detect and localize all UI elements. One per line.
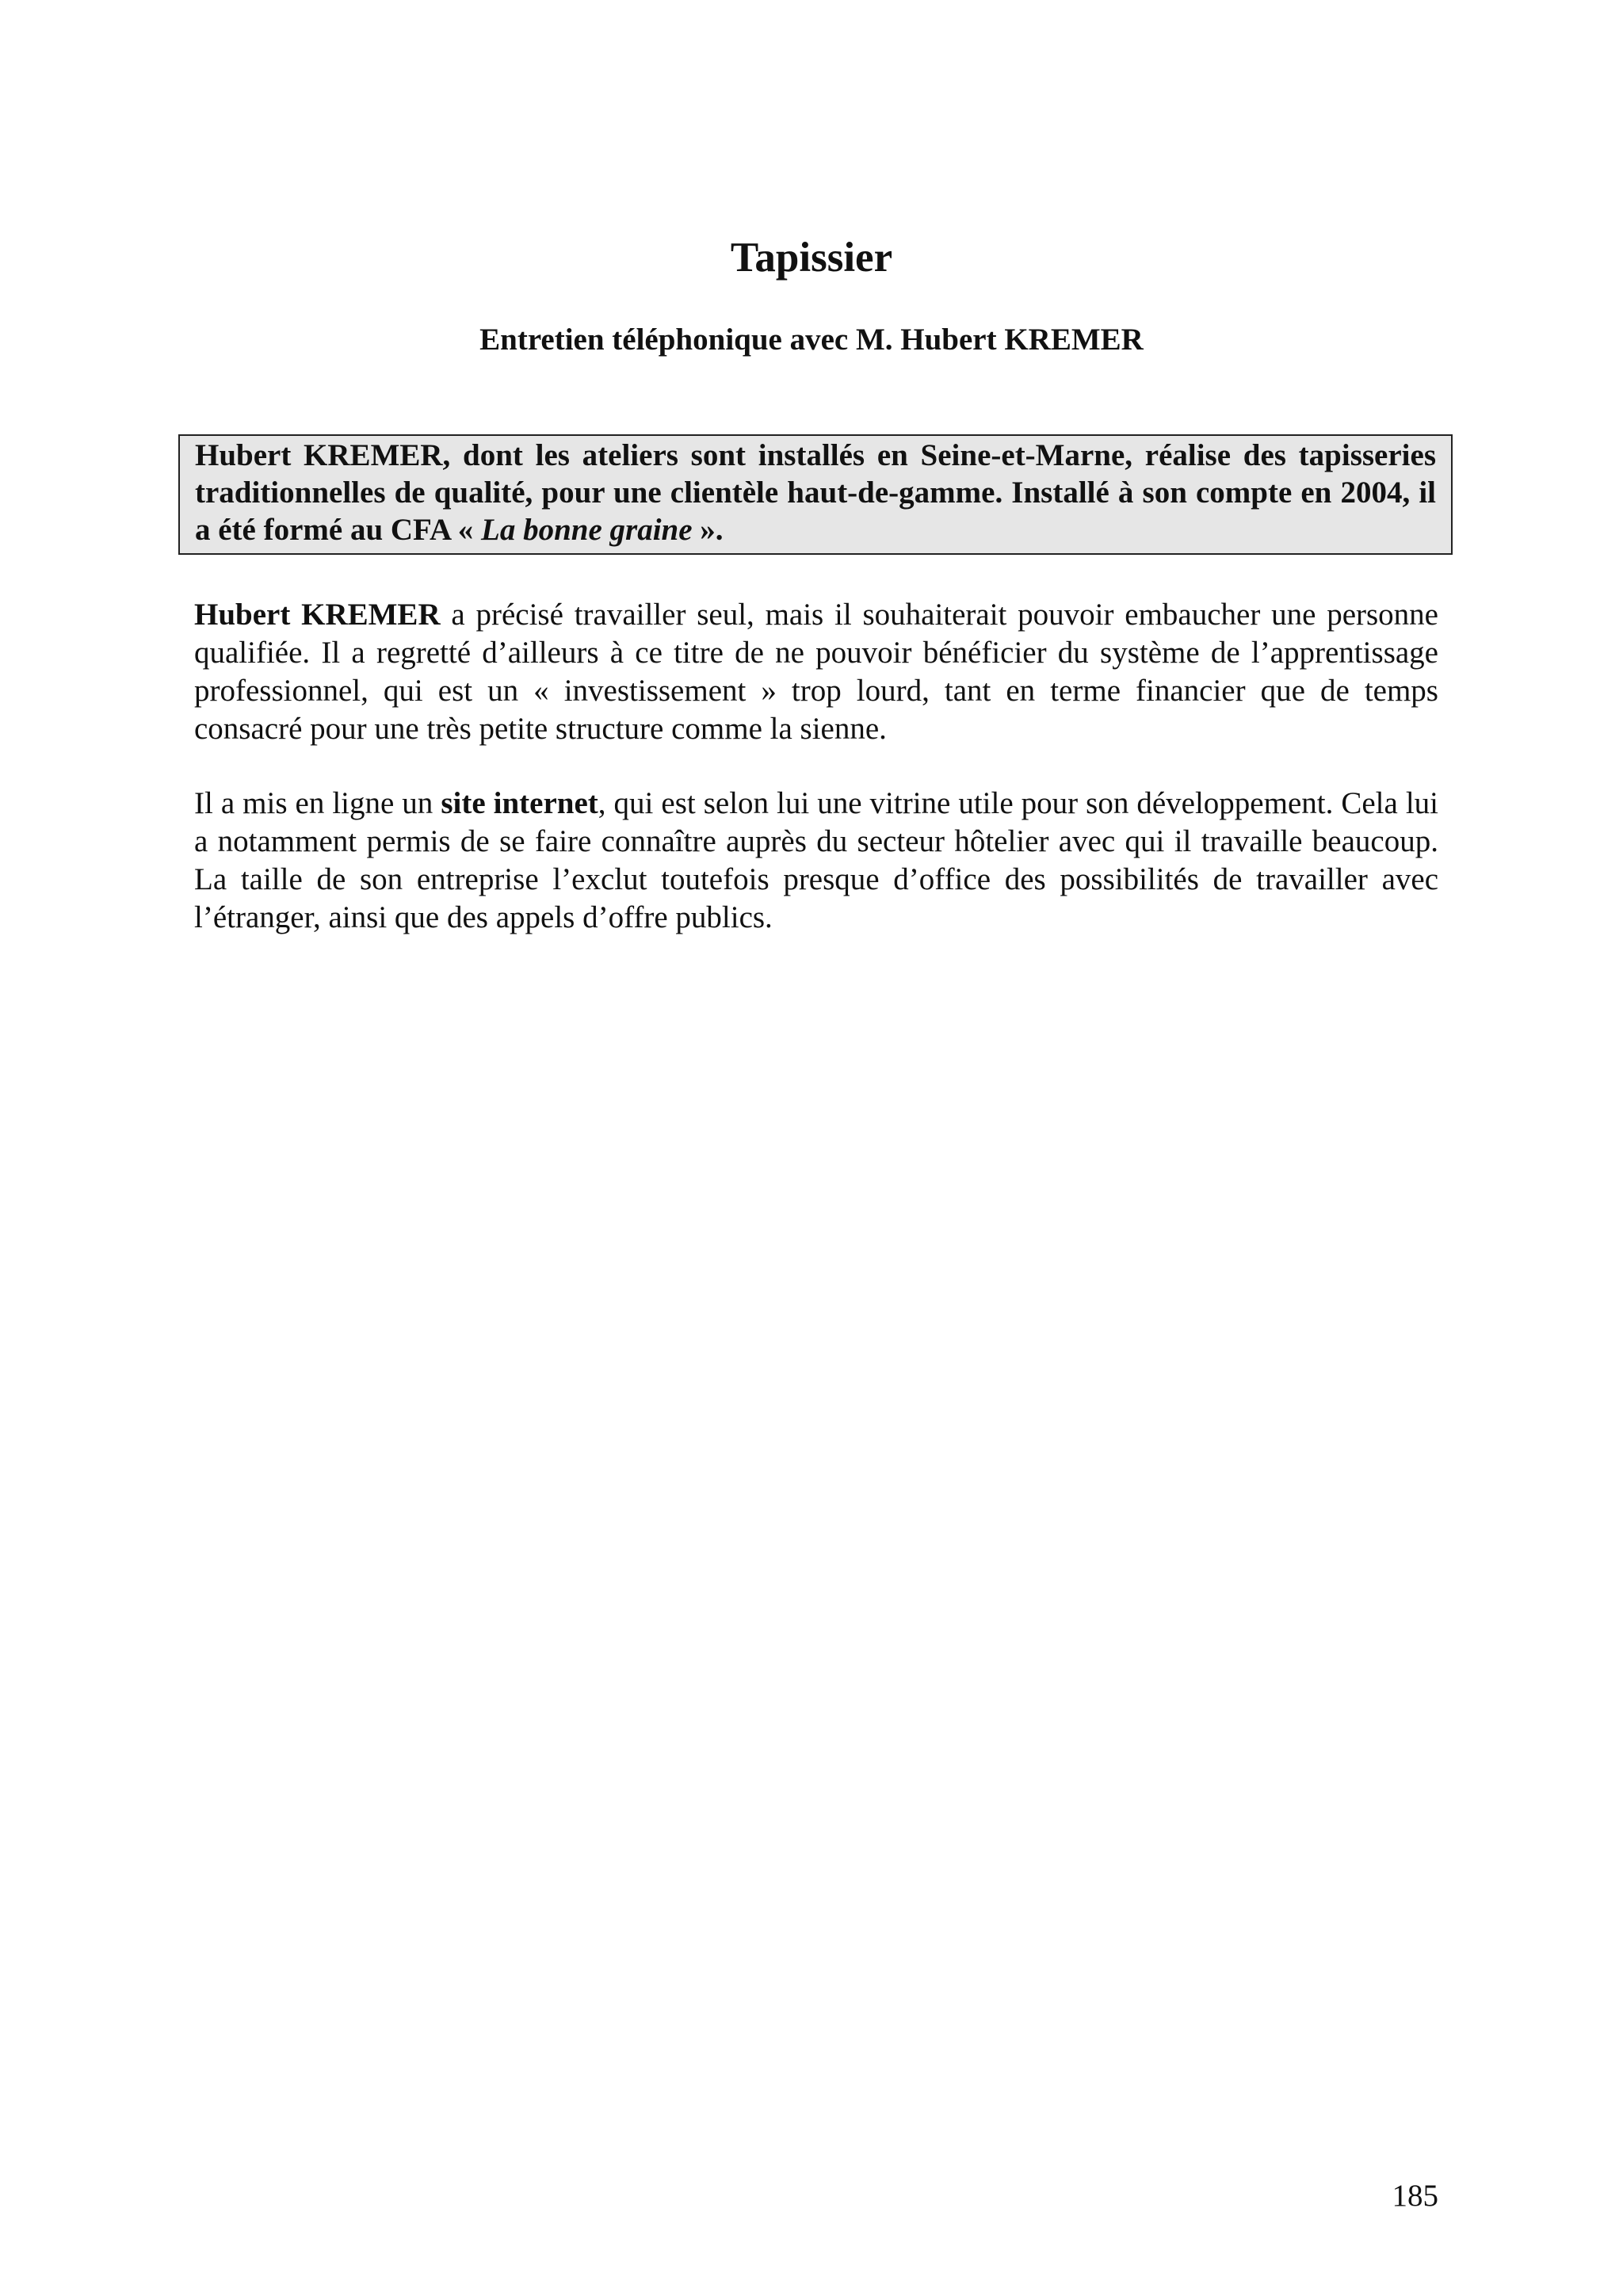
summary-text-end: ». xyxy=(692,513,724,547)
paragraph-website xyxy=(194,785,1438,937)
paragraph-lead-name: Hubert KREMER xyxy=(194,598,441,632)
paragraph-staffing xyxy=(194,596,1438,748)
paragraph-text-end: , qui est selon lui une vitrine utile pour son développement. Cela lui a notamment permis de se faire connaître auprès du secteur hôtelier avec qui il travaille beaucoup. La taille de son entreprise l’exclut toutefois presque d’office des possibilités de travailler avec l’étranger, ainsi que des appels d’offre publics. xyxy=(194,786,1439,934)
page-title: Tapissier xyxy=(730,235,893,281)
paragraph-text-start: Il a mis en ligne un xyxy=(194,786,441,820)
paragraph-text: a précisé travailler seul, mais il souhaiterait pouvoir embaucher une personne qualifiée. Il a regretté d’ailleurs à ce titre de ne pouvoir bénéficier du système de l’apprentissage professionnel, qui est un « investissement » trop lourd, tant en terme financier que de temps consacré pour une très petite structure comme la sienne. xyxy=(194,598,1438,746)
interview-subtitle: Entretien téléphonique avec M. Hubert KREMER xyxy=(479,323,1144,357)
paragraph-emphasis-website: site internet xyxy=(441,786,598,820)
summary-cfa-name: La bonne graine xyxy=(481,513,693,547)
page-number: 185 xyxy=(1392,2179,1438,2213)
summary-text: Hubert KREMER, dont les ateliers sont installés en Seine-et-Marne, réalise des tapisseries traditionnelles de qualité, pour une clientèle haut-de-gamme. Installé à son compte en 2004, il a été formé au CFA « xyxy=(195,438,1436,547)
summary-box xyxy=(178,434,1453,555)
